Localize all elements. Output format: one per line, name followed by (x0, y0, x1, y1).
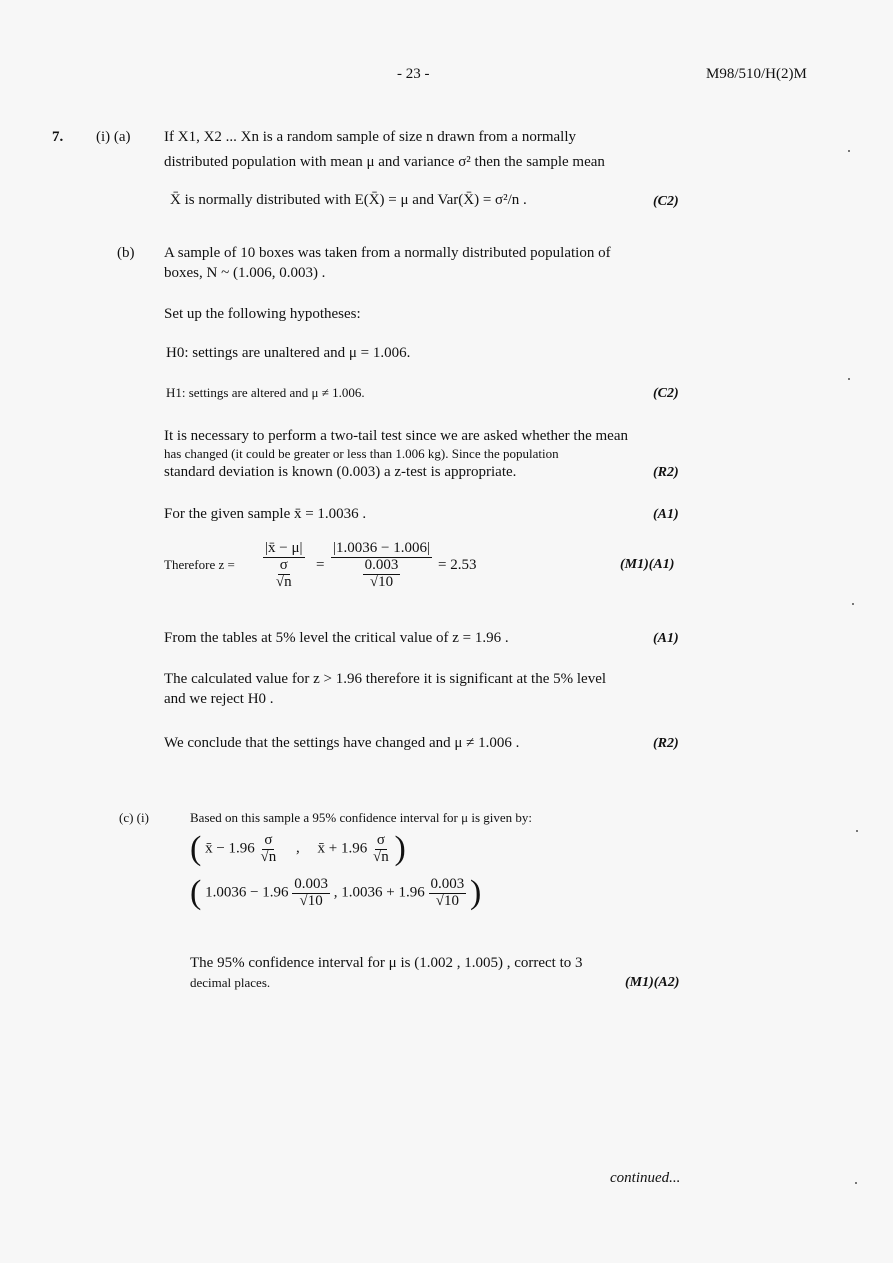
scan-speck (852, 603, 854, 605)
part-b-label: (b) (117, 245, 135, 261)
hypotheses-intro: Set up the following hypotheses: (164, 306, 361, 322)
null-hypothesis: H0: settings are unaltered and μ = 1.006. (166, 345, 411, 361)
ci-right-value: 0.003 (430, 875, 465, 892)
ci-left-sigma: σ (264, 831, 273, 848)
z-denominator-sigma: σ (279, 556, 288, 573)
calculated-line-1: The calculated value for z > 1.96 therefore it is significant at the 5% level (164, 671, 607, 687)
page-number: - 23 - (397, 66, 430, 82)
ci-formula-symbolic (190, 832, 406, 866)
right-paren-2: ) (470, 874, 482, 911)
comma-1: , (296, 840, 300, 857)
z-denominator-root-10: √10 (369, 573, 394, 590)
two-tail-line-1: It is necessary to perform a two-tail test since we are asked whether the mean (164, 428, 628, 444)
left-paren-2: ( (190, 874, 202, 911)
part-b-line-2: boxes, N ~ (1.006, 0.003) . (164, 265, 326, 281)
two-tail-line-3: standard deviation is known (0.003) a z-test is appropriate. (164, 464, 517, 480)
calculated-line-2: and we reject H0 . (164, 691, 274, 707)
mark-r2-b: (R2) (653, 736, 679, 751)
therefore-label: Therefore z = (164, 557, 235, 572)
mark-a1-b: (A1) (653, 631, 679, 646)
equals-sign-1: = (316, 557, 325, 573)
part-a-line-1: If X1, X2 ... Xn is a random sample of size n drawn from a normally (164, 129, 576, 145)
part-a-line-3: X̄ is normally distributed with E(X̄) = μ and Var(X̄) = σ²/n . (170, 192, 527, 208)
question-number: 7. (52, 129, 64, 145)
z-fraction-symbolic (263, 541, 305, 590)
ci-left-value: 0.003 (294, 875, 329, 892)
z-fraction-numeric (331, 541, 432, 590)
part-c-label: (c) (i) (119, 810, 149, 825)
scan-speck (855, 1182, 857, 1184)
comma-2: , (333, 884, 338, 901)
ci-right-sigma: σ (376, 831, 385, 848)
continued-label: continued... (610, 1170, 681, 1186)
z-result: = 2.53 (438, 557, 477, 573)
ci-right-expr: x̄ + 1.96 (317, 840, 368, 857)
z-denominator-root-n: √n (275, 573, 292, 590)
part-b-line-1: A sample of 10 boxes was taken from a normally distributed population of (164, 245, 611, 261)
ci-formula-numeric (190, 876, 481, 910)
ci-left-numeric: 1.0036 − 1.96 (205, 884, 289, 901)
z-denominator-value: 0.003 (364, 556, 399, 573)
part-c-line: Based on this sample a 95% confidence interval for μ is given by: (190, 810, 532, 825)
ci-result-line-1: The 95% confidence interval for μ is (1.002 , 1.005) , correct to 3 (190, 955, 583, 971)
mark-r2-a: (R2) (653, 465, 679, 480)
mark-m1-a2: (M1)(A2) (625, 975, 680, 990)
mark-c2-a: (C2) (653, 194, 679, 209)
ci-right-numeric: 1.0036 + 1.96 (341, 884, 425, 901)
ci-left-root-10: √10 (299, 892, 323, 909)
ci-right-root-10: √10 (435, 892, 459, 909)
right-paren-1: ) (394, 830, 406, 867)
mark-c2-b: (C2) (653, 386, 679, 401)
scan-speck (848, 378, 850, 380)
left-paren-1: ( (190, 830, 202, 867)
ci-right-root-n: √n (373, 848, 389, 865)
document-code: M98/510/H(2)M (706, 66, 807, 82)
mark-a1-a: (A1) (653, 507, 679, 522)
part-i-a-label: (i) (a) (96, 129, 131, 145)
z-numerator-symbolic: |x̄ − μ| (265, 540, 303, 556)
scan-speck (856, 830, 858, 832)
alt-hypothesis: H1: settings are altered and μ ≠ 1.006. (166, 385, 365, 400)
z-numerator-numeric: |1.0036 − 1.006| (333, 540, 430, 556)
ci-result-line-2: decimal places. (190, 975, 271, 990)
ci-left-root-n: √n (260, 848, 277, 865)
ci-left-expr: x̄ − 1.96 (205, 840, 255, 857)
part-a-line-2: distributed population with mean μ and variance σ² then the sample mean (164, 154, 605, 170)
two-tail-line-2: has changed (it could be greater or less than 1.006 kg). Since the population (164, 446, 559, 461)
conclusion-line: We conclude that the settings have changed and μ ≠ 1.006 . (164, 735, 520, 751)
mark-m1-a1: (M1)(A1) (620, 557, 675, 572)
scan-speck (848, 150, 850, 152)
critical-value-line: From the tables at 5% level the critical value of z = 1.96 . (164, 630, 509, 646)
sample-mean-line: For the given sample x̄ = 1.0036 . (164, 506, 367, 522)
